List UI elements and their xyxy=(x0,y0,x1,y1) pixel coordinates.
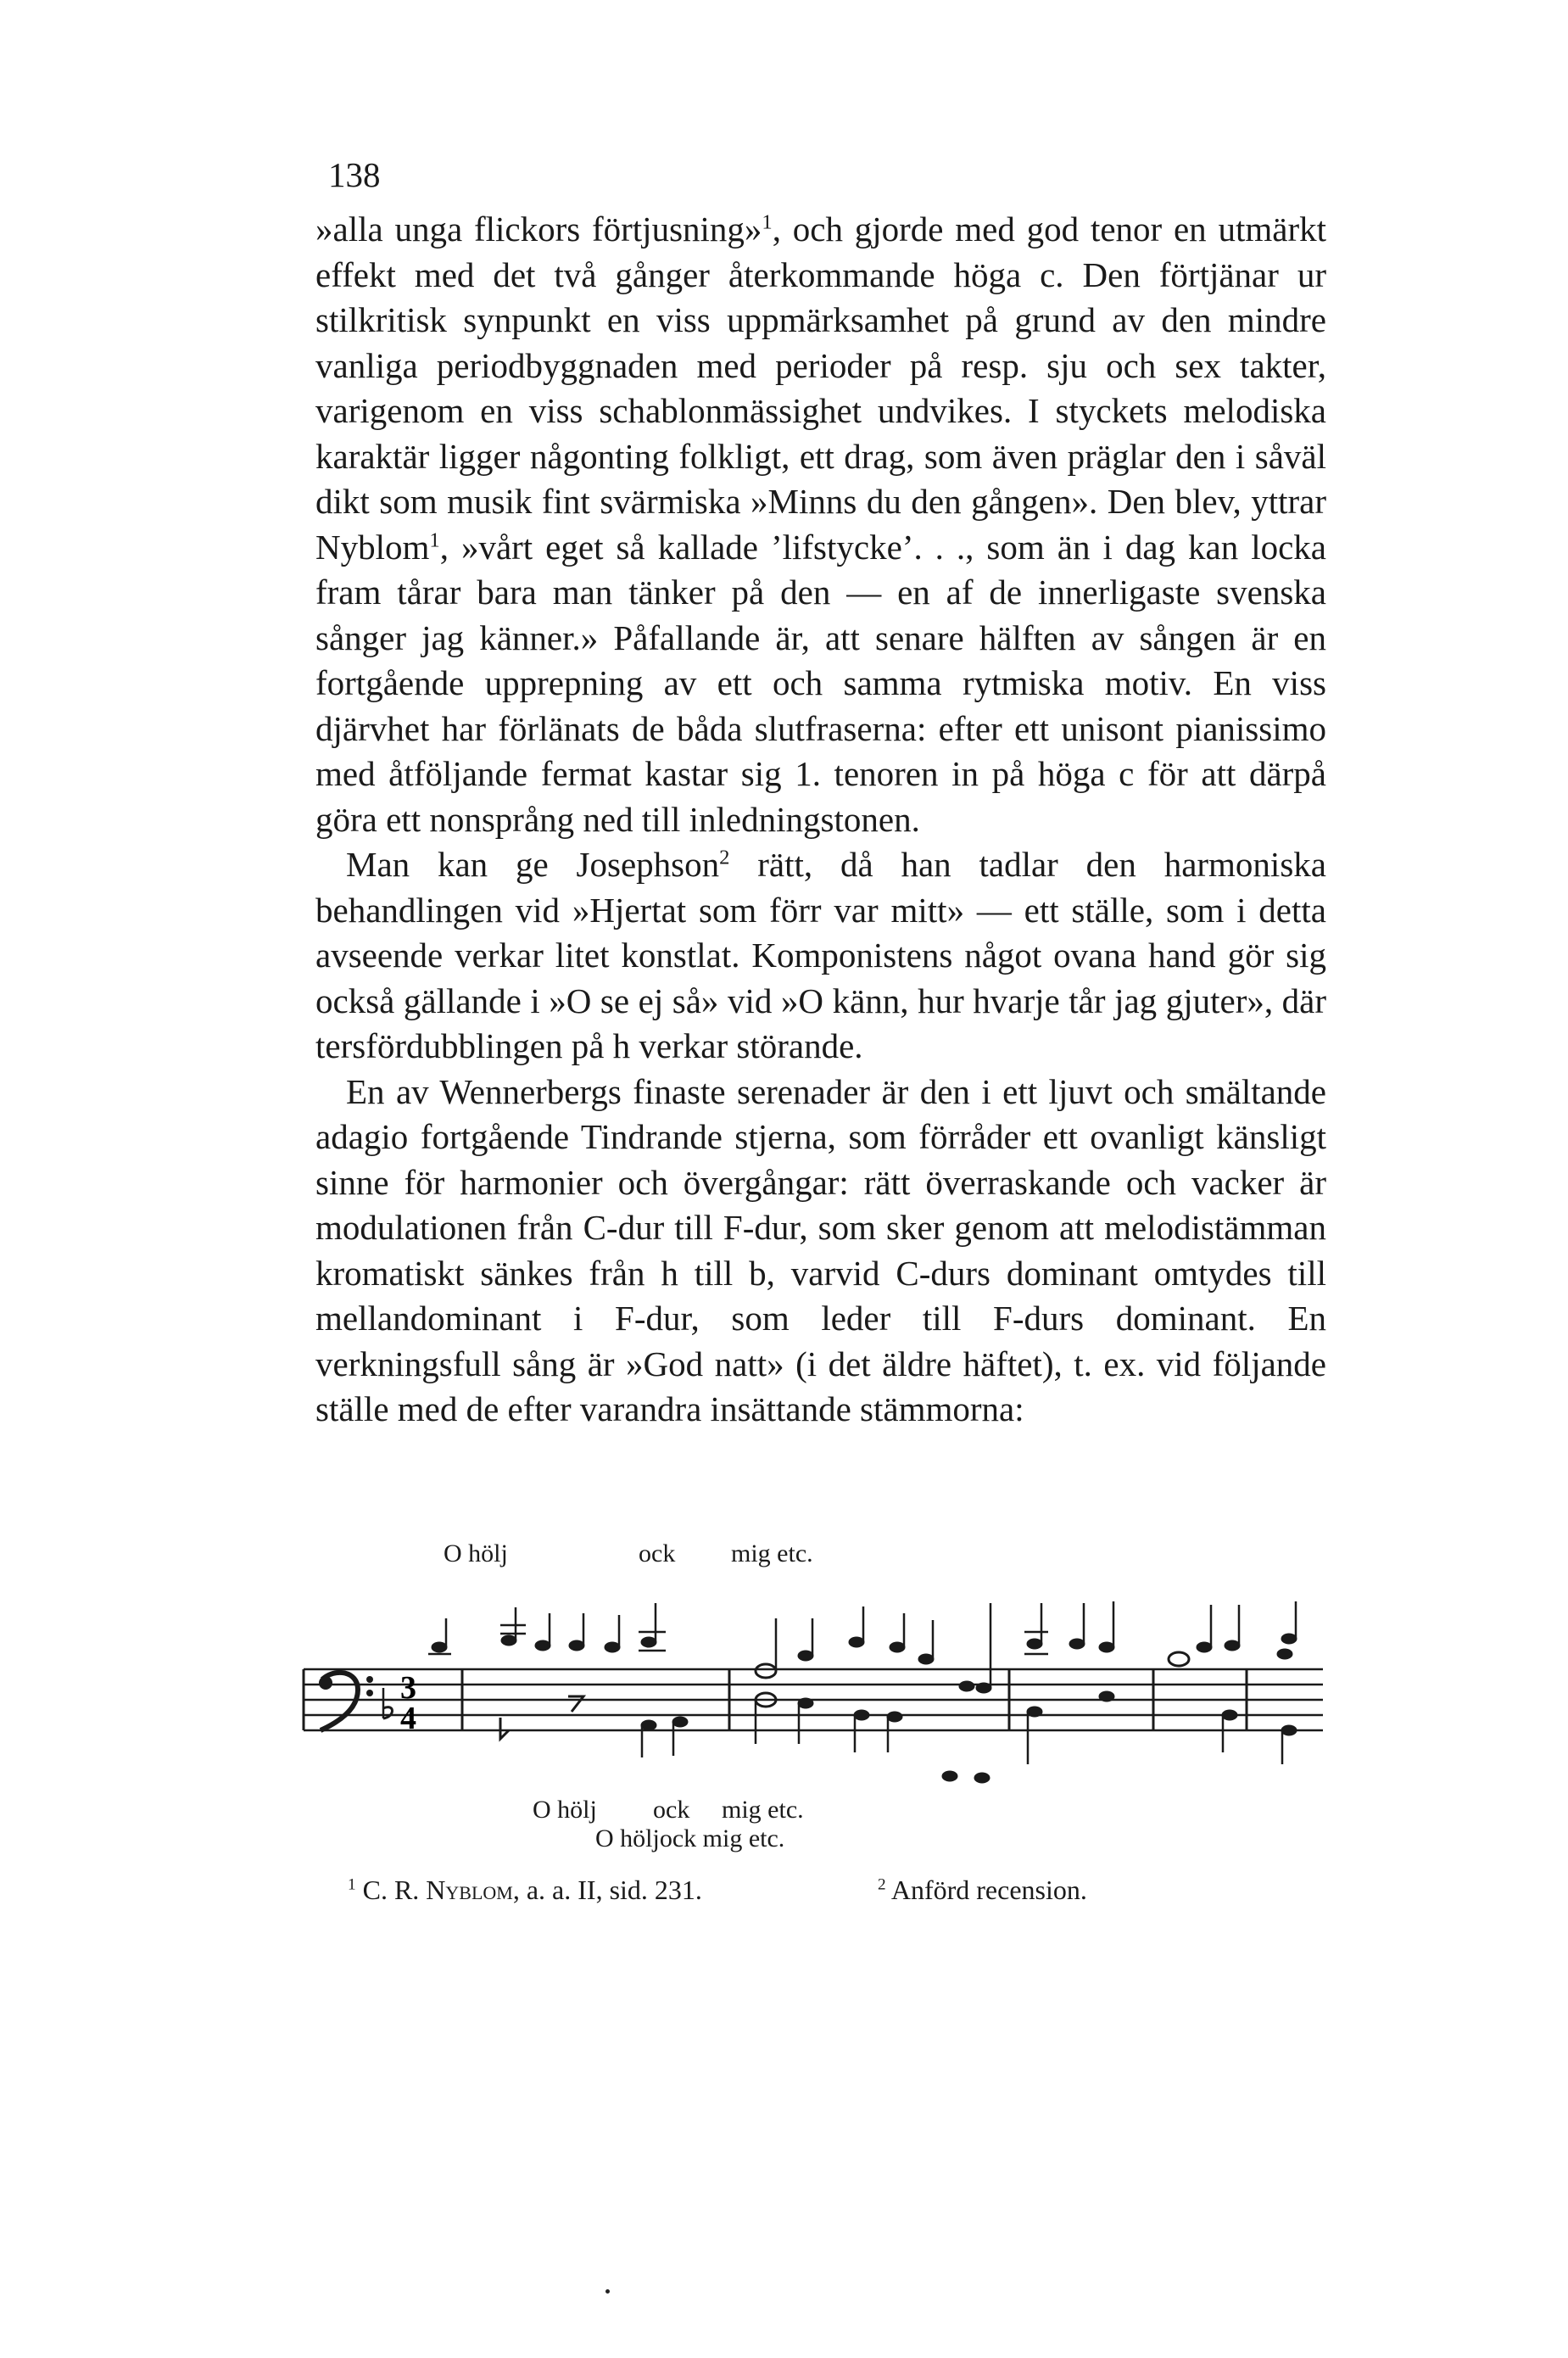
bass-clef-icon xyxy=(319,1673,373,1730)
paragraph-2 xyxy=(315,842,1326,1070)
paragraph-3 xyxy=(315,1070,1326,1433)
paragraph-1 xyxy=(315,207,1326,842)
page-number: 138 xyxy=(328,155,381,194)
notes xyxy=(428,1601,1297,1783)
page-dot xyxy=(605,2289,610,2294)
time-signature-top: 3 xyxy=(400,1670,416,1706)
footnote-2 xyxy=(878,1875,1087,1906)
text-run: , och gjorde med god tenor en utmärkt effekt med det två gånger återkommande höga c. Den förtjänar ur stilkritisk synpunkt en viss uppmärksamhet på grund av den mindre vanliga periodbyggnaden med perioder på resp. sju och sex takter, varigenom en viss schablonmässighet undvikes. I styckets melodiska karaktär ligger någonting folkligt, ett drag, som även präglar den i såväl dikt som musik fint svärmiska »Minns du den gången». Den blev, yttrar Nyblom xyxy=(315,210,1326,567)
text-run: En av Wennerbergs finaste serenader är den i ett ljuvt och smältande adagio fortgående Tindrande stjerna, som förråder ett ovanligt känsligt sinne för harmonier och övergångar: rätt överraskande och vacker är modulationen från C-dur till F-dur, som sker genom att melodistämman kromatiskt sänkes från h till b, varvid C-durs dominant omtydes till mellandominant i F-dur, som leder till F-durs dominant. En verkningsfull sång är »God natt» (i det äldre häftet), t. ex. vid följande ställe med de efter varandra insättande stämmorna: xyxy=(315,1071,1326,1428)
footnote-mark: 2 xyxy=(878,1875,886,1894)
footnote-text: , a. a. II, sid. 231. xyxy=(512,1875,702,1905)
lyric-mid-2: ock xyxy=(653,1796,690,1824)
body-text xyxy=(315,207,1326,1433)
text-run: »alla unga flickors förtjusning» xyxy=(315,210,762,249)
text-run: Man kan ge Josephson xyxy=(346,845,720,884)
lyric-top-2: ock xyxy=(639,1539,676,1567)
footnote-ref: 2 xyxy=(719,846,730,869)
lyric-top-3: mig etc. xyxy=(731,1539,813,1567)
lyric-top-1: O hölj xyxy=(444,1539,508,1567)
footnote-author: C. R. Nyblom xyxy=(362,1875,513,1905)
music-example xyxy=(297,1595,1357,1824)
footnote-text: Anförd recension. xyxy=(890,1875,1087,1905)
lyric-bottom: O höljock mig etc. xyxy=(595,1824,785,1852)
lyric-mid-1: O hölj xyxy=(533,1796,597,1824)
footnote-ref: 1 xyxy=(429,528,440,551)
flat-icon xyxy=(383,1688,393,1718)
footnote-ref: 1 xyxy=(762,210,773,234)
text-run: rätt, då han tadlar den harmoniska behandlingen vid »Hjertat som förr var mitt» — ett ställe, som i detta avseende verkar litet konstlat. Komponistens något ovana hand gör sig också gällande i »O se ej så» vid »O känn, hur hvarje tår jag gjuter», där tersfördubblingen på h verkar störande. xyxy=(315,845,1326,1065)
footnote-mark: 1 xyxy=(348,1875,356,1894)
lyric-mid-3: mig etc. xyxy=(722,1796,804,1824)
time-signature-bottom: 4 xyxy=(400,1701,416,1736)
staff-lines xyxy=(304,1669,1323,1730)
text-run: , »vårt eget så kallade ’lifstycke’. . ., som än i dag kan locka fram tårar bara man tänker på den — en af de innerligaste svenska sånger jag känner.» Påfallande är, att senare hälften av sången är en fortgående upprepning av ett och samma rytmiska motiv. En viss djärvhet har förlänats de båda slutfraserna: efter ett unisont pianissimo med åtföljande fermat kastar sig 1. tenoren in på höga c för att därpå göra ett nonsprång ned till inledningstonen. xyxy=(315,527,1326,839)
footnote-1 xyxy=(348,1875,702,1906)
